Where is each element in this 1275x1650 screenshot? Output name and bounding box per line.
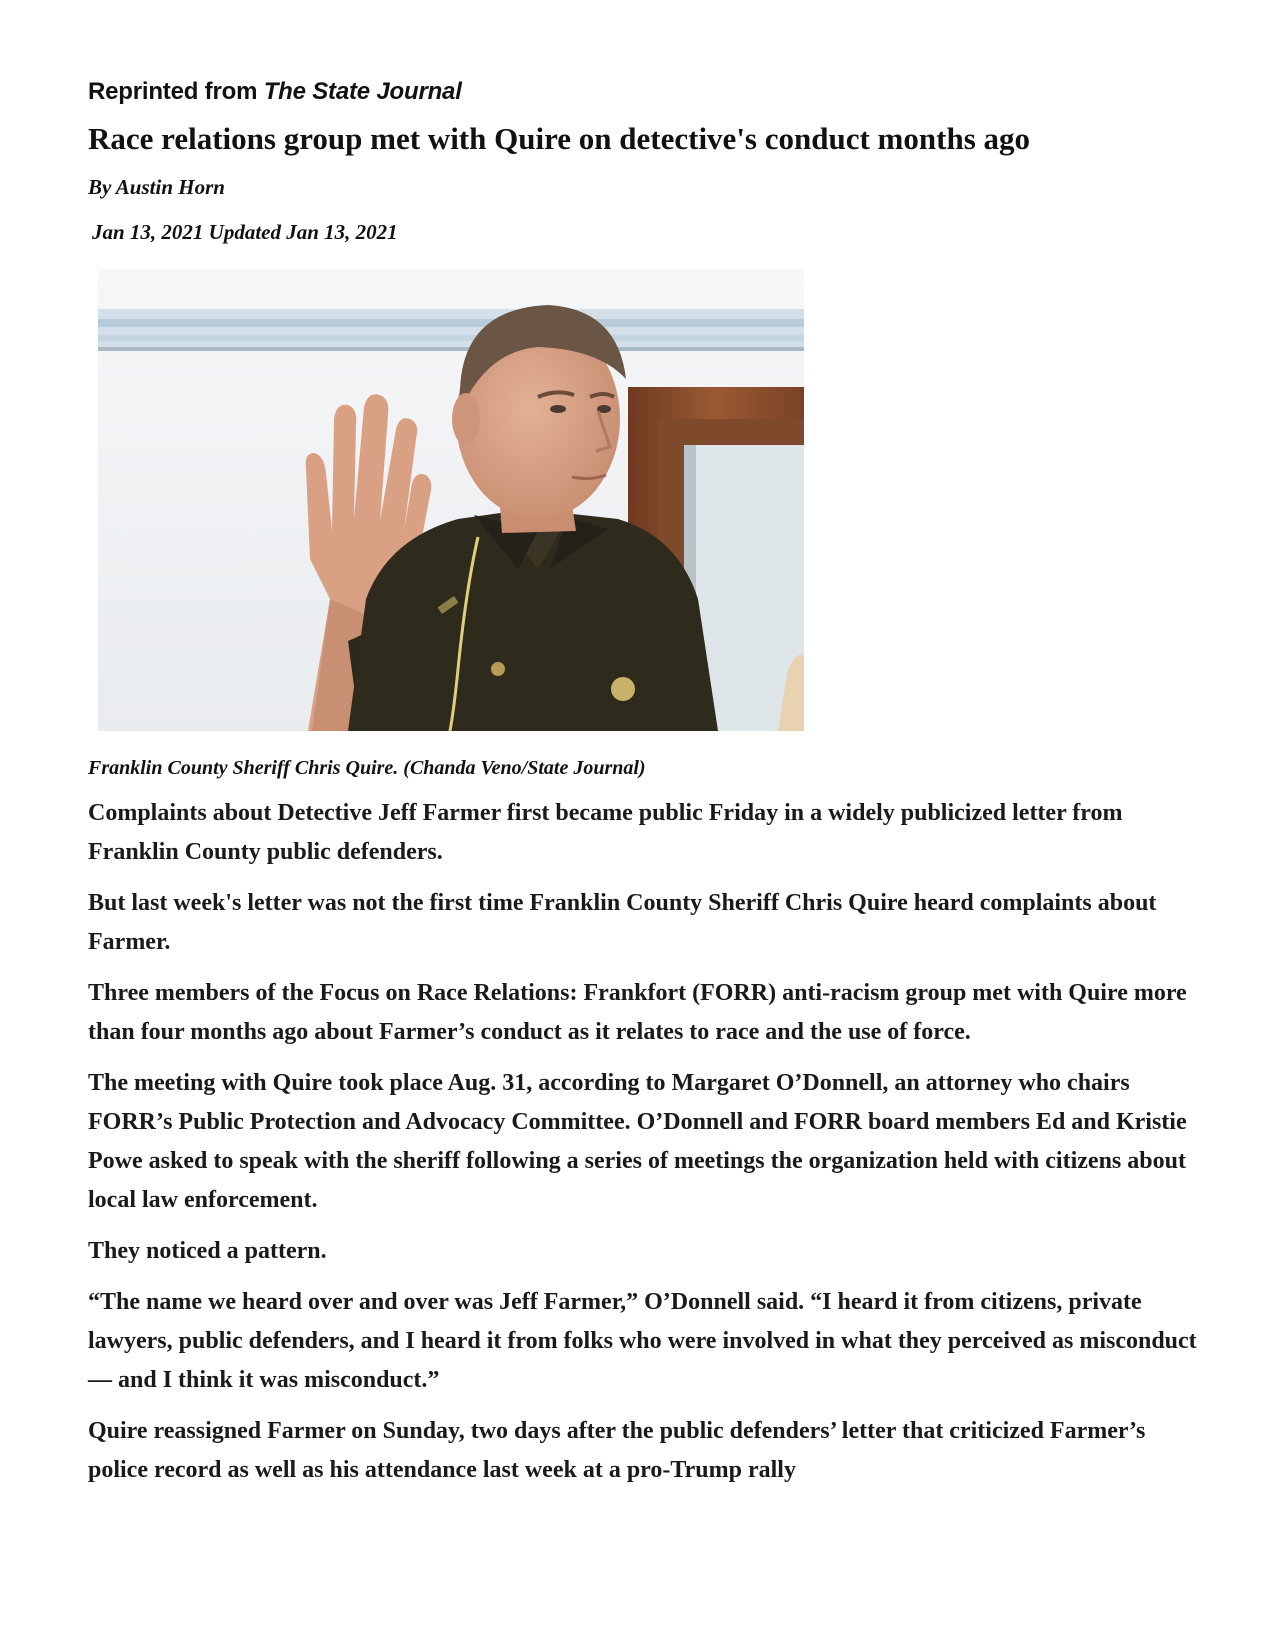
paragraph: Complaints about Detective Jeff Farmer first became public Friday in a widely publicized letter from Franklin County public defenders. (88, 800, 1123, 866)
photo-caption: Franklin County Sheriff Chris Quire. (Chanda Veno/State Journal) (88, 757, 646, 780)
article-photo (98, 269, 804, 731)
headline: Race relations group met with Quire on detective's conduct months ago (88, 121, 1031, 156)
paragraph: “The name we heard over and over was Jeff Farmer,” O’Donnell said. “I heard it from citizens, private lawyers, public defenders, and I heard it from folks who were involved in what they perceived as misconduct — and I think it was misconduct.” (88, 1289, 1197, 1394)
byline: By Austin Horn (88, 175, 225, 200)
reprint-prefix: Reprinted from (88, 78, 264, 105)
article-body (88, 794, 1198, 1490)
article (88, 78, 1198, 1502)
publication-name: The State Journal (263, 78, 462, 105)
paragraph: The meeting with Quire took place Aug. 31, according to Margaret O’Donnell, an attorney who chairs FORR’s Public Protection and Advocacy Committee. O’Donnell and FORR board members Ed and Kristie Powe asked to speak with the sheriff following a series of meetings the organization held with citizens about local law enforcement. (88, 1070, 1187, 1214)
paragraph: But last week's letter was not the first time Franklin County Sheriff Chris Quire heard complaints about Farmer. (88, 890, 1157, 956)
paragraph: Three members of the Focus on Race Relations: Frankfort (FORR) anti-racism group met with Quire more than four months ago about Farmer’s conduct as it relates to race and the use of force. (88, 980, 1187, 1046)
dateline: Jan 13, 2021 Updated Jan 13, 2021 (92, 220, 398, 245)
paragraph: They noticed a pattern. (88, 1238, 327, 1265)
reprint-notice (88, 78, 1198, 106)
paragraph: Quire reassigned Farmer on Sunday, two days after the public defenders’ letter that criticized Farmer’s police record as well as his attendance last week at a pro-Trump rally (88, 1418, 1146, 1484)
